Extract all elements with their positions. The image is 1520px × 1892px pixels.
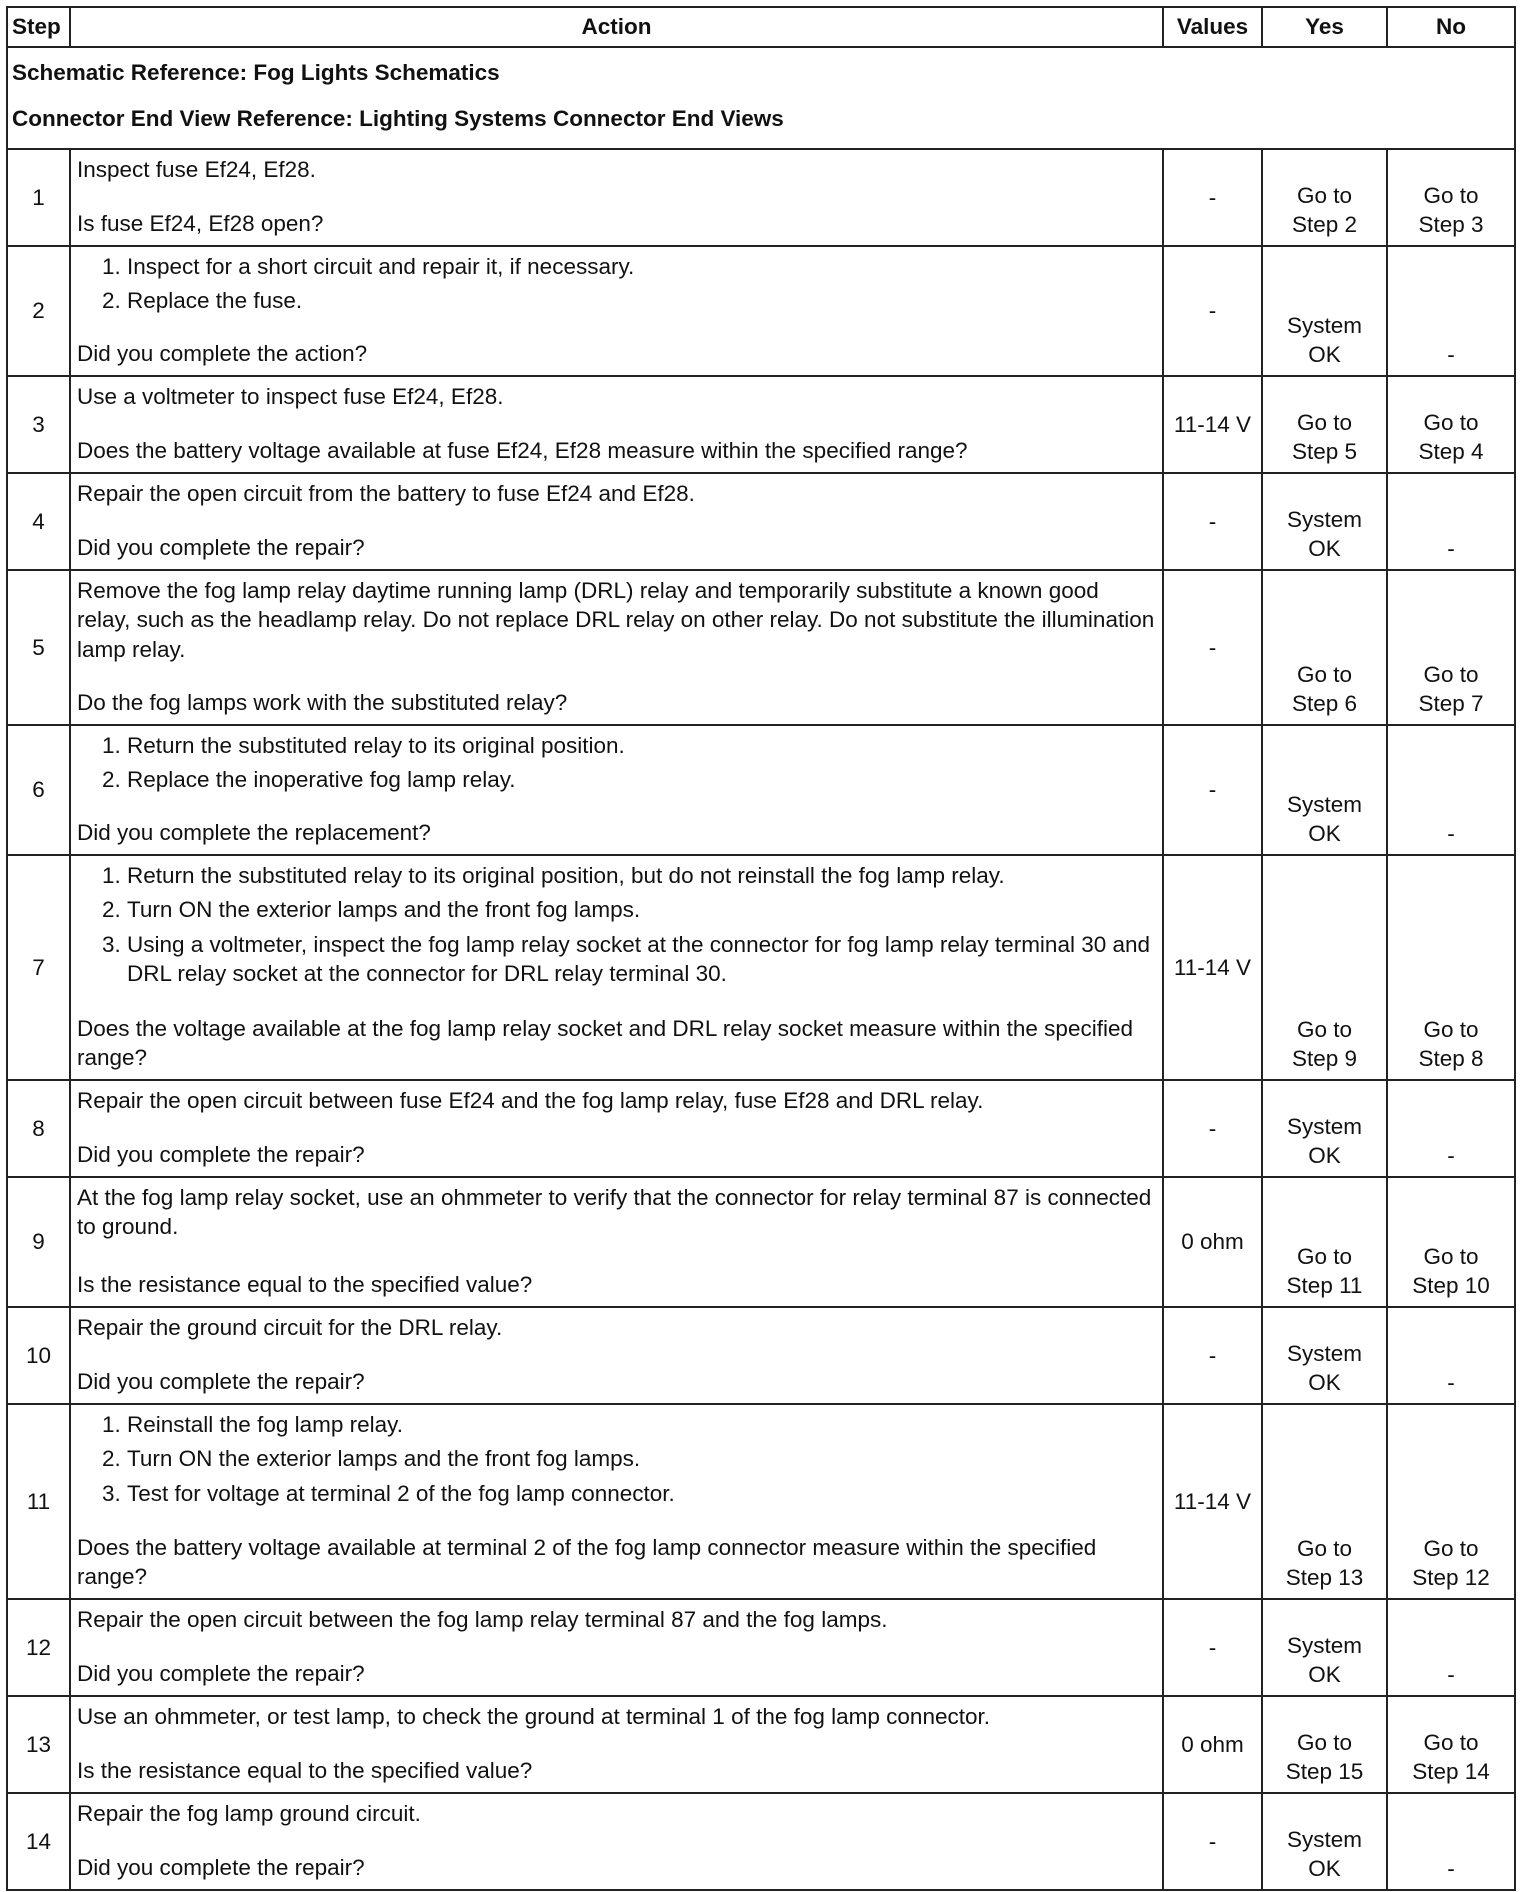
step-number: 13 <box>7 1696 70 1793</box>
action-text: Repair the fog lamp ground circuit. <box>77 1801 421 1826</box>
action-cell <box>70 1177 1163 1307</box>
action-column-header: Action <box>70 7 1163 47</box>
values-cell: - <box>1163 246 1262 376</box>
action-step-item: 2. Replace the inoperative fog lamp relay. <box>127 765 1156 794</box>
values-cell: 0 ohm <box>1163 1696 1262 1793</box>
action-step-item: 1. Reinstall the fog lamp relay. <box>127 1410 1156 1439</box>
action-cell <box>70 1307 1163 1404</box>
yes-cell <box>1262 1404 1387 1599</box>
schematic-reference: Schematic Reference: Fog Lights Schematics <box>12 60 500 85</box>
no-column-header: No <box>1387 7 1515 47</box>
yes-cell <box>1262 1177 1387 1307</box>
no-cell <box>1387 473 1515 570</box>
yes-cell <box>1262 725 1387 855</box>
action-step-item: 2. Replace the fuse. <box>127 286 1156 315</box>
step-number: 9 <box>7 1177 70 1307</box>
step-row <box>7 1793 1515 1890</box>
yes-result-line: System <box>1286 506 1362 532</box>
yes-cell <box>1262 1080 1387 1177</box>
yes-cell <box>1262 1599 1387 1696</box>
step-column-header: Step <box>7 7 70 47</box>
action-question: Did you complete the repair? <box>77 1141 365 1167</box>
action-question: Does the battery voltage available at terminal 2 of the fog lamp connector measure within the specified range? <box>77 1534 1097 1589</box>
action-question: Is the resistance equal to the specified value? <box>77 1757 533 1783</box>
values-cell: - <box>1163 1307 1262 1404</box>
diagnostic-table <box>6 6 1516 1891</box>
diagnostic-table-page <box>6 6 1514 1891</box>
yes-cell <box>1262 570 1387 725</box>
no-result-line: Step 3 <box>1418 211 1484 237</box>
action-text: Use a voltmeter to inspect fuse Ef24, Ef28. <box>77 384 504 409</box>
yes-result-line: OK <box>1308 820 1341 846</box>
no-cell <box>1387 1080 1515 1177</box>
yes-result-line: System <box>1286 312 1362 338</box>
step-number: 3 <box>7 376 70 473</box>
values-cell: - <box>1163 1599 1262 1696</box>
step-row <box>7 725 1515 855</box>
no-result-line: - <box>1447 1142 1455 1168</box>
action-step-item: 3. Using a voltmeter, inspect the fog lamp relay socket at the connector for fog lamp relay terminal 30 and DRL relay socket at the connector for DRL relay terminal 30. <box>127 930 1156 989</box>
no-result-line: Go to <box>1423 1535 1479 1561</box>
no-cell <box>1387 570 1515 725</box>
no-result-line: Step 4 <box>1418 438 1484 464</box>
action-step-item: 1. Return the substituted relay to its original position, but do not reinstall the fog lamp relay. <box>127 861 1156 890</box>
no-result-line: - <box>1447 1369 1455 1395</box>
action-cell <box>70 1696 1163 1793</box>
values-cell: 11-14 V <box>1163 855 1262 1080</box>
action-question: Did you complete the replacement? <box>77 819 431 845</box>
yes-result-line: OK <box>1308 535 1341 561</box>
yes-result-line: System <box>1286 1632 1362 1658</box>
action-question: Does the voltage available at the fog lamp relay socket and DRL relay socket measure within the specified range? <box>77 1015 1133 1070</box>
yes-result-line: Go to <box>1296 409 1353 435</box>
step-number: 10 <box>7 1307 70 1404</box>
action-question: Is the resistance equal to the specified value? <box>77 1271 533 1297</box>
step-number: 11 <box>7 1404 70 1599</box>
yes-result-line: OK <box>1308 1369 1341 1395</box>
no-result-line: Go to <box>1423 182 1479 208</box>
step-row <box>7 473 1515 570</box>
no-result-line: Go to <box>1423 1016 1479 1042</box>
action-text: Use an ohmmeter, or test lamp, to check the ground at terminal 1 of the fog lamp connector. <box>77 1704 990 1729</box>
values-cell: - <box>1163 1080 1262 1177</box>
no-cell <box>1387 1599 1515 1696</box>
yes-result-line: OK <box>1308 1142 1341 1168</box>
reference-cell <box>7 47 1515 149</box>
values-cell: - <box>1163 1793 1262 1890</box>
action-question: Does the battery voltage available at fuse Ef24, Ef28 measure within the specified range? <box>77 437 968 463</box>
no-result-line: Go to <box>1423 661 1479 687</box>
yes-cell <box>1262 1307 1387 1404</box>
no-cell <box>1387 376 1515 473</box>
action-text: At the fog lamp relay socket, use an ohmmeter to verify that the connector for relay terminal 87 is connected to ground. <box>77 1185 1152 1240</box>
no-result-line: Step 14 <box>1412 1758 1490 1784</box>
no-cell <box>1387 1307 1515 1404</box>
no-result-line: Step 7 <box>1418 690 1484 716</box>
yes-result-line: Go to <box>1296 1016 1353 1042</box>
values-cell: 11-14 V <box>1163 1404 1262 1599</box>
values-cell: - <box>1163 473 1262 570</box>
action-cell <box>70 376 1163 473</box>
values-cell: - <box>1163 149 1262 246</box>
action-text: Repair the open circuit between fuse Ef24 and the fog lamp relay, fuse Ef28 and DRL relay. <box>77 1088 984 1113</box>
no-result-line: - <box>1447 820 1455 846</box>
yes-result-line: Step 6 <box>1291 690 1358 716</box>
yes-result-line: OK <box>1308 1855 1341 1881</box>
action-question: Did you complete the repair? <box>77 1660 365 1686</box>
no-cell <box>1387 246 1515 376</box>
yes-result-line: Go to <box>1296 661 1353 687</box>
action-text: Repair the open circuit between the fog lamp relay terminal 87 and the fog lamps. <box>77 1607 888 1632</box>
step-row <box>7 1080 1515 1177</box>
step-row <box>7 246 1515 376</box>
action-steps-list <box>77 861 1156 988</box>
step-number: 12 <box>7 1599 70 1696</box>
no-cell <box>1387 1177 1515 1307</box>
action-text: Remove the fog lamp relay daytime running lamp (DRL) relay and temporarily substitute a known good relay, such as the headlamp relay. Do not replace DRL relay on other relay. Do not substitute the illumination lamp relay. <box>77 578 1155 662</box>
header-row <box>7 7 1515 47</box>
yes-result-line: Step 13 <box>1285 1564 1364 1590</box>
yes-cell <box>1262 855 1387 1080</box>
yes-result-line: System <box>1286 1340 1362 1366</box>
no-result-line: - <box>1447 535 1455 561</box>
no-result-line: - <box>1447 1855 1455 1881</box>
yes-cell <box>1262 1793 1387 1890</box>
no-cell <box>1387 855 1515 1080</box>
step-number: 4 <box>7 473 70 570</box>
no-result-line: - <box>1447 1661 1455 1687</box>
action-step-item: 1. Inspect for a short circuit and repair it, if necessary. <box>127 252 1156 281</box>
action-question: Did you complete the repair? <box>77 1368 365 1394</box>
step-number: 14 <box>7 1793 70 1890</box>
yes-result-line: OK <box>1308 1661 1341 1687</box>
yes-result-line: Step 5 <box>1291 438 1358 464</box>
no-cell <box>1387 1793 1515 1890</box>
no-result-line: - <box>1447 341 1455 367</box>
no-result-line: Step 12 <box>1412 1564 1490 1590</box>
yes-result-line: OK <box>1308 341 1341 367</box>
step-number: 2 <box>7 246 70 376</box>
action-text: Repair the open circuit from the battery to fuse Ef24 and Ef28. <box>77 481 695 506</box>
action-steps-list <box>77 252 1156 316</box>
yes-result-line: Go to <box>1296 1535 1353 1561</box>
no-cell <box>1387 725 1515 855</box>
step-number: 8 <box>7 1080 70 1177</box>
yes-cell <box>1262 473 1387 570</box>
yes-result-line: Step 11 <box>1286 1272 1363 1298</box>
action-steps-list <box>77 1410 1156 1508</box>
action-text: Inspect fuse Ef24, Ef28. <box>77 157 316 182</box>
step-number: 6 <box>7 725 70 855</box>
action-cell <box>70 149 1163 246</box>
step-row <box>7 149 1515 246</box>
values-column-header: Values <box>1163 7 1262 47</box>
yes-result-line: Go to <box>1296 1729 1353 1755</box>
values-cell: - <box>1163 570 1262 725</box>
yes-cell <box>1262 246 1387 376</box>
step-row <box>7 1599 1515 1696</box>
no-result-line: Step 8 <box>1418 1045 1484 1071</box>
no-cell <box>1387 1696 1515 1793</box>
yes-result-line: Go to <box>1296 182 1353 208</box>
yes-cell <box>1262 1696 1387 1793</box>
action-cell <box>70 1793 1163 1890</box>
step-row <box>7 1177 1515 1307</box>
step-row <box>7 1307 1515 1404</box>
action-cell <box>70 1404 1163 1599</box>
no-result-line: Go to <box>1423 1243 1479 1269</box>
step-row <box>7 855 1515 1080</box>
step-row <box>7 1696 1515 1793</box>
action-question: Did you complete the repair? <box>77 1854 365 1880</box>
yes-result-line: Step 9 <box>1291 1045 1358 1071</box>
action-text: Repair the ground circuit for the DRL relay. <box>77 1315 503 1340</box>
action-step-item: 1. Return the substituted relay to its original position. <box>127 731 1156 760</box>
action-question: Did you complete the repair? <box>77 534 365 560</box>
yes-cell <box>1262 376 1387 473</box>
yes-result-line: Step 15 <box>1285 1758 1364 1784</box>
action-step-item: 2. Turn ON the exterior lamps and the front fog lamps. <box>127 1444 1156 1473</box>
action-question: Is fuse Ef24, Ef28 open? <box>77 210 324 236</box>
yes-result-line: System <box>1286 1113 1362 1139</box>
step-row <box>7 570 1515 725</box>
no-cell <box>1387 1404 1515 1599</box>
action-step-item: 3. Test for voltage at terminal 2 of the fog lamp connector. <box>127 1479 1156 1508</box>
step-number: 7 <box>7 855 70 1080</box>
yes-result-line: System <box>1286 1826 1362 1852</box>
step-row <box>7 376 1515 473</box>
no-result-line: Go to <box>1423 1729 1479 1755</box>
yes-cell <box>1262 149 1387 246</box>
no-cell <box>1387 149 1515 246</box>
action-steps-list <box>77 731 1156 795</box>
action-cell <box>70 246 1163 376</box>
action-cell <box>70 725 1163 855</box>
yes-result-line: Go to <box>1296 1243 1353 1269</box>
action-cell <box>70 473 1163 570</box>
action-question: Did you complete the action? <box>77 340 368 366</box>
values-cell: - <box>1163 725 1262 855</box>
values-cell: 11-14 V <box>1163 376 1262 473</box>
connector-reference: Connector End View Reference: Lighting Systems Connector End Views <box>12 106 784 131</box>
action-cell <box>70 1080 1163 1177</box>
yes-result-line: Step 2 <box>1291 211 1358 237</box>
step-number: 1 <box>7 149 70 246</box>
no-result-line: Step 10 <box>1412 1272 1490 1298</box>
action-cell <box>70 1599 1163 1696</box>
action-cell <box>70 570 1163 725</box>
action-step-item: 2. Turn ON the exterior lamps and the front fog lamps. <box>127 895 1156 924</box>
values-cell: 0 ohm <box>1163 1177 1262 1307</box>
yes-column-header: Yes <box>1262 7 1387 47</box>
action-question: Do the fog lamps work with the substituted relay? <box>77 689 568 715</box>
step-row <box>7 1404 1515 1599</box>
step-number: 5 <box>7 570 70 725</box>
action-cell <box>70 855 1163 1080</box>
reference-row <box>7 47 1515 149</box>
yes-result-line: System <box>1286 791 1362 817</box>
no-result-line: Go to <box>1423 409 1479 435</box>
